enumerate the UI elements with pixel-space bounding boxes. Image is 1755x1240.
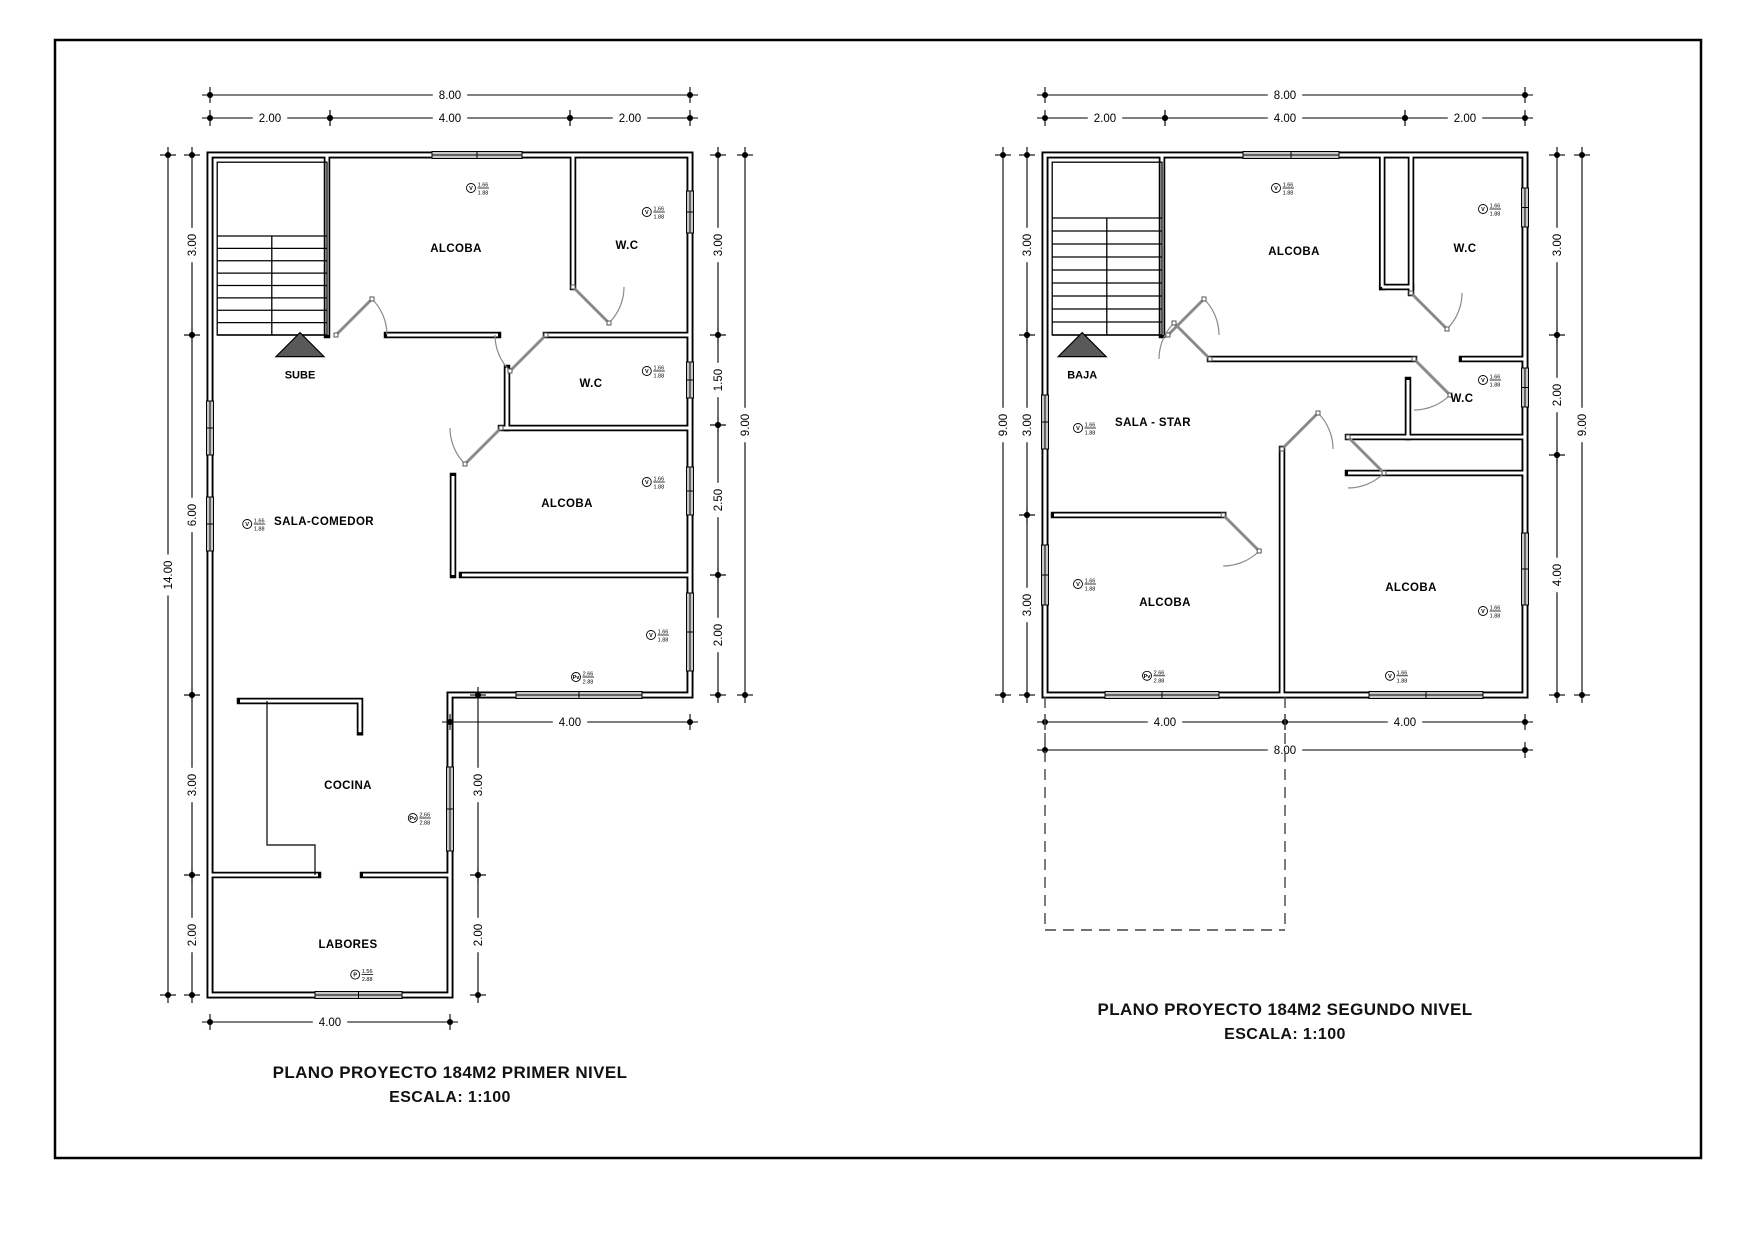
svg-text:3.00: 3.00 <box>1022 593 1034 617</box>
svg-text:1.88: 1.88 <box>1084 430 1096 437</box>
svg-text:V: V <box>1481 378 1485 384</box>
svg-text:14.00: 14.00 <box>163 560 175 590</box>
svg-text:8.00: 8.00 <box>438 90 462 102</box>
room-label: W.C <box>1450 393 1474 405</box>
svg-text:2.00: 2.00 <box>1453 113 1477 125</box>
svg-text:2.00: 2.00 <box>713 623 725 647</box>
room-label: COCINA <box>324 780 372 792</box>
svg-text:1.66: 1.66 <box>1282 182 1294 189</box>
svg-text:2.00: 2.00 <box>473 923 485 947</box>
svg-text:V: V <box>649 633 653 639</box>
window <box>1522 368 1529 407</box>
title-primer-nivel <box>273 1063 628 1107</box>
svg-text:Pv: Pv <box>572 675 580 681</box>
svg-text:2.66: 2.66 <box>1153 670 1165 677</box>
svg-text:1.88: 1.88 <box>1396 678 1408 685</box>
svg-text:2.88: 2.88 <box>361 977 373 984</box>
svg-text:1.56: 1.56 <box>361 969 373 976</box>
svg-text:1.66: 1.66 <box>1084 422 1096 429</box>
svg-text:2.00: 2.00 <box>618 113 642 125</box>
svg-text:V: V <box>1076 426 1080 432</box>
window <box>1243 152 1339 159</box>
window <box>687 593 694 671</box>
room-label: SALA-COMEDOR <box>274 516 374 528</box>
svg-text:1.88: 1.88 <box>1282 190 1294 197</box>
svg-text:3.00: 3.00 <box>187 773 199 797</box>
window <box>1522 533 1529 605</box>
svg-text:1.66: 1.66 <box>653 206 665 213</box>
window <box>687 362 694 398</box>
room-label: ALCOBA <box>430 243 482 255</box>
svg-text:4.00: 4.00 <box>558 717 582 729</box>
title-segundo-nivel-scale: ESCALA: 1:100 <box>1224 1026 1346 1043</box>
svg-text:4.00: 4.00 <box>1393 717 1417 729</box>
svg-text:4.00: 4.00 <box>318 1017 342 1029</box>
room-label: SALA - STAR <box>1115 417 1191 429</box>
window <box>687 191 694 233</box>
room-label: W.C <box>1453 243 1477 255</box>
window <box>1042 545 1049 605</box>
room-label: ALCOBA <box>1139 597 1191 609</box>
svg-text:V: V <box>469 186 473 192</box>
title-segundo-nivel <box>1097 1000 1472 1044</box>
svg-text:1.50: 1.50 <box>713 368 725 392</box>
svg-text:V: V <box>1388 673 1392 680</box>
svg-text:3.00: 3.00 <box>713 233 725 257</box>
svg-text:V: V <box>1076 582 1080 588</box>
svg-text:2.88: 2.88 <box>582 679 594 686</box>
svg-text:V: V <box>644 210 649 216</box>
svg-text:V: V <box>1481 609 1485 615</box>
svg-text:2.00: 2.00 <box>187 923 199 947</box>
svg-text:4.00: 4.00 <box>1273 113 1297 125</box>
window <box>432 152 522 159</box>
svg-text:2.00: 2.00 <box>258 113 282 125</box>
window <box>687 467 694 515</box>
svg-text:1.88: 1.88 <box>1489 382 1501 389</box>
svg-text:1.88: 1.88 <box>657 637 669 644</box>
svg-text:V: V <box>644 480 649 486</box>
svg-text:9.00: 9.00 <box>1577 413 1589 437</box>
svg-text:1.66: 1.66 <box>657 629 669 636</box>
svg-text:1.88: 1.88 <box>1084 586 1096 593</box>
svg-text:3.00: 3.00 <box>1022 233 1034 257</box>
svg-text:1.66: 1.66 <box>653 365 665 372</box>
svg-text:2.88: 2.88 <box>419 820 431 827</box>
svg-text:1.88: 1.88 <box>1489 211 1501 218</box>
svg-text:BAJA: BAJA <box>1067 369 1098 382</box>
svg-text:3.00: 3.00 <box>473 773 485 797</box>
svg-text:1.66: 1.66 <box>1489 605 1501 612</box>
svg-text:3.00: 3.00 <box>1022 413 1034 437</box>
title-primer-nivel-scale: ESCALA: 1:100 <box>389 1089 511 1106</box>
window <box>516 692 642 699</box>
svg-text:1.88: 1.88 <box>653 484 665 491</box>
svg-text:1.66: 1.66 <box>1396 670 1408 677</box>
title-segundo-nivel-line1: PLANO PROYECTO 184M2 SEGUNDO NIVEL <box>1097 1000 1473 1019</box>
svg-text:V: V <box>1274 186 1278 192</box>
svg-text:1.88: 1.88 <box>253 526 265 533</box>
window <box>1522 188 1529 227</box>
room-label: ALCOBA <box>1268 246 1320 258</box>
svg-text:1.66: 1.66 <box>1489 374 1501 381</box>
svg-text:8.00: 8.00 <box>1273 90 1297 102</box>
svg-text:2.88: 2.88 <box>1153 678 1165 685</box>
window <box>207 401 214 455</box>
svg-text:1.66: 1.66 <box>253 518 265 525</box>
window <box>1042 395 1049 449</box>
room-label: W.C <box>615 240 639 252</box>
svg-text:V: V <box>644 369 649 375</box>
svg-text:9.00: 9.00 <box>998 413 1010 437</box>
svg-text:1.66: 1.66 <box>477 182 489 189</box>
window <box>207 497 214 551</box>
svg-text:4.00: 4.00 <box>438 113 462 125</box>
room-label: LABORES <box>318 939 378 951</box>
svg-text:V: V <box>1481 207 1485 213</box>
svg-text:6.00: 6.00 <box>187 503 199 527</box>
window <box>1105 692 1219 699</box>
title-primer-nivel-line1: PLANO PROYECTO 184M2 PRIMER NIVEL <box>272 1063 628 1082</box>
svg-text:2.00: 2.00 <box>1093 113 1117 125</box>
svg-text:1.66: 1.66 <box>653 476 665 483</box>
window <box>1369 692 1483 699</box>
svg-text:Pv: Pv <box>1143 673 1151 680</box>
svg-text:3.00: 3.00 <box>1552 233 1564 257</box>
svg-text:1.88: 1.88 <box>653 373 665 380</box>
svg-text:8.00: 8.00 <box>1273 745 1297 757</box>
svg-text:V: V <box>245 522 250 528</box>
svg-text:1.88: 1.88 <box>477 190 489 197</box>
svg-text:1.88: 1.88 <box>653 214 665 221</box>
room-label: ALCOBA <box>541 498 593 510</box>
svg-text:2.66: 2.66 <box>582 671 594 678</box>
svg-text:4.00: 4.00 <box>1552 563 1564 587</box>
svg-text:1.66: 1.66 <box>1084 578 1096 585</box>
svg-text:2.66: 2.66 <box>419 812 431 819</box>
svg-text:P: P <box>353 972 358 979</box>
room-label: ALCOBA <box>1385 582 1437 594</box>
window <box>315 992 402 999</box>
svg-text:1.88: 1.88 <box>1489 613 1501 620</box>
svg-text:9.00: 9.00 <box>740 413 752 437</box>
svg-text:2.50: 2.50 <box>713 488 725 512</box>
room-label: W.C <box>579 378 603 390</box>
svg-text:3.00: 3.00 <box>187 233 199 257</box>
svg-text:Pv: Pv <box>409 816 417 822</box>
svg-text:1.66: 1.66 <box>1489 203 1501 210</box>
window <box>447 767 454 851</box>
svg-text:2.00: 2.00 <box>1552 383 1564 407</box>
svg-text:SUBE: SUBE <box>284 369 316 382</box>
svg-text:4.00: 4.00 <box>1153 717 1177 729</box>
